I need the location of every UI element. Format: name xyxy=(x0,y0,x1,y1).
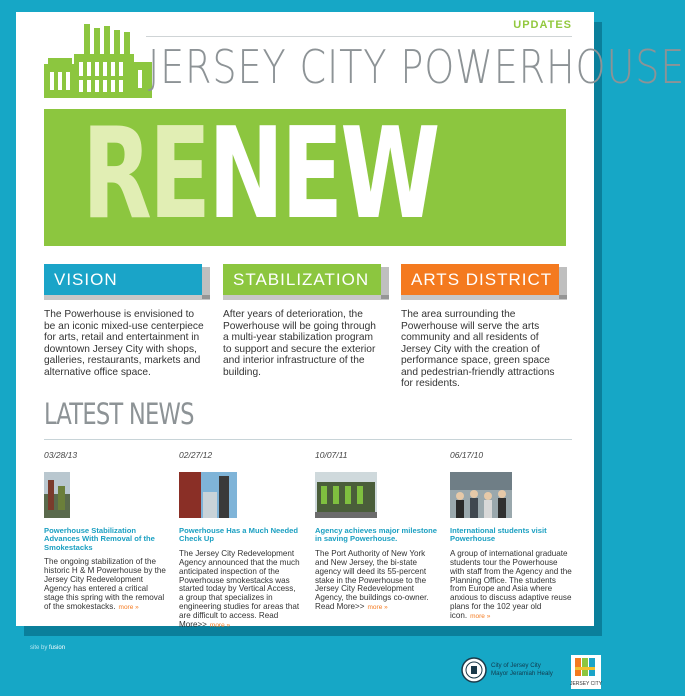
stabilization-tab[interactable]: STABILIZATION xyxy=(223,264,381,295)
updates-link[interactable]: UPDATES xyxy=(513,19,572,31)
hero-word-new: NEW xyxy=(208,100,438,247)
arts-district-text: The area surrounding the Powerhouse will serve the arts community and all residents of Jersey City with the creation of performance space, green space and pedestrian-friendly attractions for residents. xyxy=(401,309,555,389)
latest-news-divider xyxy=(44,439,572,440)
vision-column xyxy=(44,264,204,378)
more-link[interactable]: more » xyxy=(367,604,388,612)
powerhouse-building-icon[interactable] xyxy=(44,24,152,100)
news-date: 06/17/10 xyxy=(450,450,484,460)
stabilization-text: After years of deterioration, the Powerhouse will be going through a multi-year stabilization program to support and secure the exterior and interior infrastructure of the building. xyxy=(223,309,376,378)
news-date: 02/27/12 xyxy=(179,450,213,460)
news-date: 03/28/13 xyxy=(44,450,78,460)
news-headline-link[interactable]: Agency achieves major milestone in saving Powerhouse. xyxy=(315,526,437,544)
news-thumbnail[interactable] xyxy=(44,472,70,518)
news-body xyxy=(44,558,166,612)
latest-news-title: LATEST NEWS xyxy=(44,397,194,431)
page-card xyxy=(16,12,685,630)
news-headline-link[interactable]: Powerhouse Stabilization Advances With Removal of the Smokestacks xyxy=(44,526,155,552)
arts-district-tab[interactable]: ARTS DISTRICT xyxy=(401,264,559,295)
city-seal-icon[interactable] xyxy=(461,657,487,683)
news-body-text: The ongoing stabilization of the historic H & M Powerhouse by the Jersey City Redevelopment Agency has entered a critical stage this spring with the removal of the smokestacks. xyxy=(44,557,166,611)
header-divider xyxy=(146,36,572,37)
jc-logo-caption: JERSEY CITY xyxy=(569,681,603,687)
vision-text: The Powerhouse is envisioned to be an iconic mixed-use centerpiece for arts, retail and entertainment in downtown Jersey City with shops, galleries, restaurants, markets and alternative office space. xyxy=(44,309,204,378)
more-link[interactable]: more » xyxy=(118,603,139,611)
city-name: City of Jersey City xyxy=(491,662,541,669)
news-body xyxy=(315,550,437,613)
news-body xyxy=(179,550,301,631)
site-credit xyxy=(30,645,65,651)
hero-word xyxy=(82,99,437,249)
city-of-jersey-city-link[interactable] xyxy=(491,662,553,678)
news-body-text: A group of international graduate students tour the Powerhouse with staff from the Agency and the Planning Office. The students from Europe and Asia where anxious to discuss adaptive reuse plans for the 102 year old icon. xyxy=(450,548,572,621)
mayor-name: Mayor Jeramiah Healy xyxy=(491,670,553,677)
news-thumbnail[interactable] xyxy=(179,472,237,518)
more-link[interactable]: more » xyxy=(470,613,491,621)
news-date: 10/07/11 xyxy=(315,450,348,460)
news-thumbnail[interactable] xyxy=(315,472,377,518)
news-item xyxy=(450,450,572,622)
news-headline-link[interactable]: Powerhouse Has a Much Needed Check Up xyxy=(179,526,299,544)
news-headline-link[interactable]: International students visit Powerhouse xyxy=(450,526,547,544)
news-item xyxy=(315,450,437,613)
vision-tab[interactable]: VISION xyxy=(44,264,202,295)
site-credit-link[interactable]: fusion xyxy=(49,645,66,651)
site-credit-prefix: site by xyxy=(30,645,48,651)
arts-district-column xyxy=(401,264,561,390)
news-thumbnail[interactable] xyxy=(450,472,512,518)
jersey-city-logo-icon[interactable] xyxy=(571,655,601,689)
news-body xyxy=(450,550,572,622)
news-body-text: The Jersey City Redevelopment Agency announced that the much anticipated inspection of the Powerhouse smokestacks was started today by Vertical Access, a group that specializes in engineering studies for areas that are difficult to access. Read More>> xyxy=(179,548,300,630)
hero-banner xyxy=(44,100,566,247)
stabilization-column xyxy=(223,264,383,378)
hero-word-re: RE xyxy=(82,100,209,247)
more-link[interactable]: more » xyxy=(209,622,231,630)
news-body-text: The Port Authority of New York and New Jersey, the bi-state agency will deed its 55-percent stake in the Powerhouse to the Jersey City Redevelopment Agency, the buildings co-owner. Read More>> xyxy=(315,548,429,612)
site-title[interactable]: JERSEY CITY POWERHOUSE xyxy=(148,40,685,94)
news-item xyxy=(44,450,166,613)
news-item xyxy=(179,450,301,631)
